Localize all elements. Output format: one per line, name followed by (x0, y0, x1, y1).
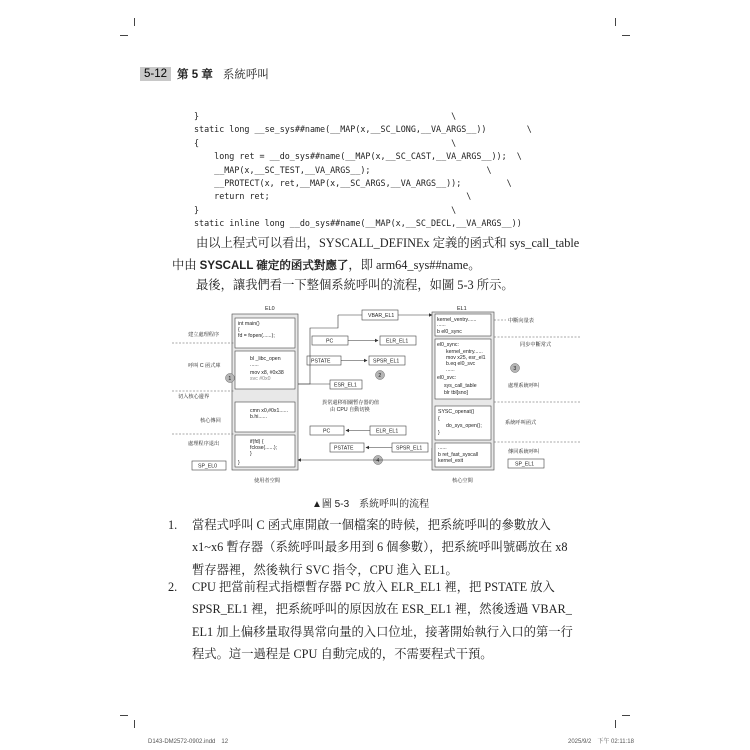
crop-mark (622, 715, 630, 716)
crop-mark (622, 35, 630, 36)
code-line: { \ (194, 137, 457, 148)
page-number: 5-12 (140, 67, 171, 81)
right-label: 傳回系統呼叫 (508, 449, 540, 455)
paragraph-line: 由以上程式可以看出，SYSCALL_DEFINEx 定義的函式和 sys_call_table (196, 236, 580, 250)
right-label: 系統呼叫函式 (505, 420, 537, 426)
list-item (168, 576, 578, 665)
code-line: static inline long __do_sys##name(__MAP(x,__SC_DECL,__VA_ARGS__)) (194, 218, 522, 229)
code-text: blr tbl[sno] (444, 390, 468, 396)
crop-mark (615, 720, 616, 728)
note-line: 由 CPU 自動切換 (330, 407, 370, 413)
user-space-label: 使用者空間 (254, 478, 280, 484)
crop-mark (615, 18, 616, 26)
sp-el1-label: SP_EL1 (515, 461, 535, 468)
left-label: 建立處理程序 (188, 332, 220, 338)
list-line: SPSR_EL1 裡，把系統呼叫的原因放在 ESR_EL1 裡，然後透過 VBAR_ (192, 602, 572, 617)
right-label: 中斷向量表 (508, 318, 534, 324)
code-text: cmn x0,#0x1...... (250, 408, 289, 414)
step-number: 3 (513, 366, 517, 372)
step-number: 4 (376, 458, 380, 464)
crop-mark (134, 720, 135, 728)
step-number: 1 (228, 376, 232, 382)
code-line: __MAP(x,__SC_TEST,__VA_ARGS__); \ (194, 164, 492, 175)
crop-mark (120, 35, 128, 36)
body-paragraph (172, 232, 580, 277)
left-label: 切入核心邊界 (178, 394, 210, 400)
code-text: do_sys_open(); (446, 423, 482, 429)
code-line: __PROTECT(x, ret,__MAP(x,__SC_ARGS,__VA_ARGS__)); \ (194, 178, 512, 189)
code-text: { (438, 416, 440, 422)
pstate-label: PSTATE (334, 445, 354, 452)
code-text: } (250, 451, 252, 457)
spsr-label: SPSR_EL1 (373, 358, 400, 365)
code-text: b.hi...... (250, 414, 268, 420)
code-line: long ret = __do_sys##name(__MAP(x,__SC_CAST,__VA_ARGS__)); \ (194, 151, 522, 162)
list-item (168, 514, 578, 581)
kernel-space-label: 核心空間 (452, 478, 473, 484)
elr-label: ELR_EL1 (376, 428, 399, 435)
code-text: svc #0x0 (250, 376, 271, 382)
list-line: x1~x6 暫存器（系統呼叫最多用到 6 個參數），把系統呼叫號碼放在 x8 (192, 540, 568, 555)
code-block (194, 110, 532, 231)
list-number: 2. (168, 580, 178, 594)
pstate-label: PSTATE (311, 358, 331, 365)
code-text: ...... (437, 322, 446, 328)
code-text: mov x25, esr_el1 (446, 355, 486, 361)
code-text: } (238, 460, 240, 466)
el1-title: EL1 (457, 306, 467, 312)
code-text: ...... (438, 445, 447, 451)
crop-mark (120, 715, 128, 716)
code-text: el0_svc: (437, 375, 457, 381)
code-line: static long __se_sys##name(__MAP(x,__SC_LONG,__VA_ARGS__)) \ (194, 124, 532, 135)
left-label: 呼叫 C 函式庫 (188, 363, 221, 369)
list-line: 程式。這一過程是 CPU 自動完成的，不需要程式干預。 (192, 646, 493, 661)
note-line: 異常還移相關暫存器的值 (322, 400, 380, 406)
list-line: 當程式呼叫 C 函式庫開啟一個檔案的時候，把系統呼叫的參數放入 (192, 518, 551, 532)
esr-label: ESR_EL1 (334, 382, 357, 389)
code-text: fd = fopen(......); (238, 333, 275, 339)
code-text: kernel_ventry...... (437, 317, 477, 323)
list-line: CPU 把當前程式指標暫存器 PC 放入 ELR_EL1 裡，把 PSTATE 放入 (192, 580, 555, 594)
chapter-number: 第 5 章 (177, 69, 213, 81)
vbar-label: VBAR_EL1 (368, 313, 395, 319)
code-text: bl _libc_open (250, 356, 281, 362)
left-label: 處理程序退出 (188, 441, 220, 447)
bold-text: SYSCALL 確定的函式對應了 (199, 260, 349, 272)
spsr-label: SPSR_EL1 (396, 445, 423, 452)
code-text: el0_sync: (437, 342, 459, 348)
code-text: ...... (250, 362, 259, 368)
code-text: int main() (238, 321, 260, 327)
code-text: SYSC_openat() (438, 409, 475, 415)
code-text: b.eq el0_svc (446, 361, 476, 367)
connector (298, 315, 338, 384)
text-run: 中由 (172, 258, 200, 272)
text-run: ，即 arm64_sys##name。 (348, 258, 481, 272)
body-paragraph: 最後，讓我們看一下整個系統呼叫的流程，如圖 5-3 所示。 (196, 278, 514, 292)
code-text: mov x8, #0x38 (250, 370, 284, 376)
code-text: if(fd) { (250, 439, 264, 445)
list-line: EL1 加上偏移量取得異常向量的入口位址，接著開始執行入口的第一行 (192, 624, 573, 639)
code-line: } \ (194, 204, 457, 215)
right-label: 同步中斷常式 (520, 342, 552, 348)
code-line: } \ (194, 111, 457, 121)
code-text: kernel_entry...... (446, 349, 483, 355)
code-text: b ret_fast_syscall (438, 452, 479, 458)
code-text: b el0_sync (437, 329, 462, 335)
crop-mark (134, 18, 135, 26)
elr-label: ELR_EL1 (386, 338, 409, 345)
code-text: } (438, 430, 440, 436)
figure-svg (170, 298, 582, 488)
code-text: fclose(......); (250, 445, 278, 451)
footer-timestamp: 2025/9/2 下午 02:11:18 (568, 739, 634, 745)
code-text: kernel_exit (438, 458, 464, 464)
list-line: 暫存器裡，然後執行 SVC 指令，CPU 進入 EL1。 (192, 562, 458, 577)
pc-label: PC (326, 338, 334, 345)
code-text: { (238, 327, 240, 333)
pc-label: PC (323, 428, 331, 435)
figure-caption: ▲圖 5-3 系統呼叫的流程 (312, 499, 430, 510)
chapter-title: 系統呼叫 (222, 69, 269, 81)
el0-title: EL0 (265, 306, 275, 312)
left-label: 核心傳回 (200, 418, 221, 424)
footer-file: D143-DM2572-0902.indd 12 (148, 739, 229, 745)
code-line: return ret; \ (194, 191, 472, 202)
user-code-block (235, 435, 295, 467)
right-label: 處理系統呼叫 (508, 383, 540, 389)
step-number: 2 (378, 373, 382, 379)
syscall-flow-figure (170, 298, 582, 488)
code-text: sys_call_table (444, 383, 477, 389)
list-number: 1. (168, 518, 178, 532)
code-text: ...... (446, 367, 455, 373)
sp-el0-label: SP_EL0 (198, 463, 218, 470)
page-header (140, 66, 269, 82)
